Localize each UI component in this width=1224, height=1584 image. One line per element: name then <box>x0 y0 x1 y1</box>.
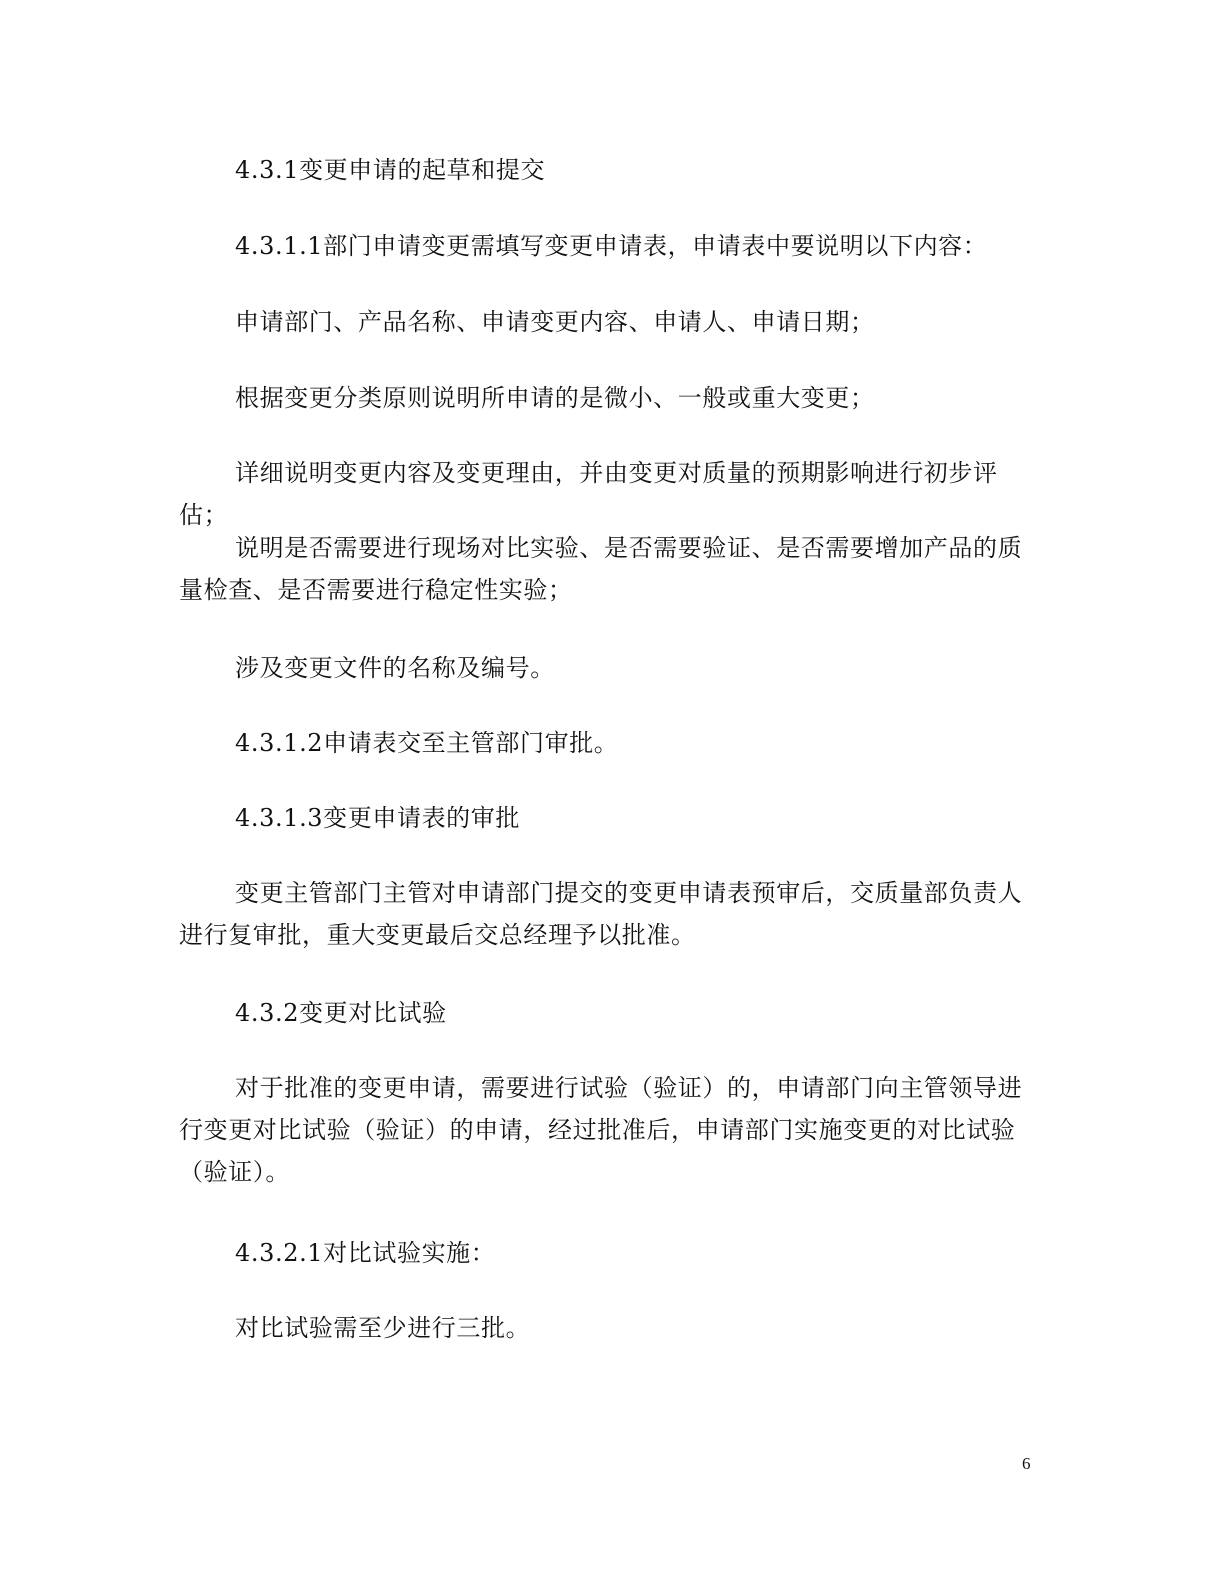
heading-4-3-1-1: 4.3.1.1部门申请变更需填写变更申请表，申请表中要说明以下内容： <box>235 232 988 260</box>
body-paragraph: 变更主管部门主管对申请部门提交的变更申请表预审后，交质量部负责人进行复审批，重大变更最后交总经理予以批准。 <box>179 879 1023 949</box>
body-paragraph: 对比试验需至少进行三批。 <box>235 1314 531 1342</box>
body-paragraph: 涉及变更文件的名称及编号。 <box>235 654 555 682</box>
heading-4-3-1: 4.3.1变更申请的起草和提交 <box>235 156 546 184</box>
body-paragraph: 说明是否需要进行现场对比实验、是否需要验证、是否需要增加产品的质量检查、是否需要进行稳定性实验； <box>179 534 1023 604</box>
body-paragraph: 对于批准的变更申请，需要进行试验（验证）的，申请部门向主管领导进行变更对比试验（验证）的申请，经过批准后，申请部门实施变更的对比试验（验证）。 <box>179 1074 1023 1186</box>
heading-4-3-1-2: 4.3.1.2申请表交至主管部门审批。 <box>235 729 619 757</box>
heading-4-3-2-1: 4.3.2.1对比试验实施： <box>235 1239 496 1267</box>
body-paragraph: 根据变更分类原则说明所申请的是微小、一般或重大变更； <box>235 384 875 412</box>
body-paragraph: 申请部门、产品名称、申请变更内容、申请人、申请日期； <box>235 308 875 336</box>
heading-4-3-2: 4.3.2变更对比试验 <box>235 999 447 1027</box>
heading-4-3-1-3: 4.3.1.3变更申请表的审批 <box>235 804 520 832</box>
body-paragraph: 详细说明变更内容及变更理由，并由变更对质量的预期影响进行初步评估； <box>179 459 998 529</box>
page-number: 6 <box>1022 1454 1031 1473</box>
